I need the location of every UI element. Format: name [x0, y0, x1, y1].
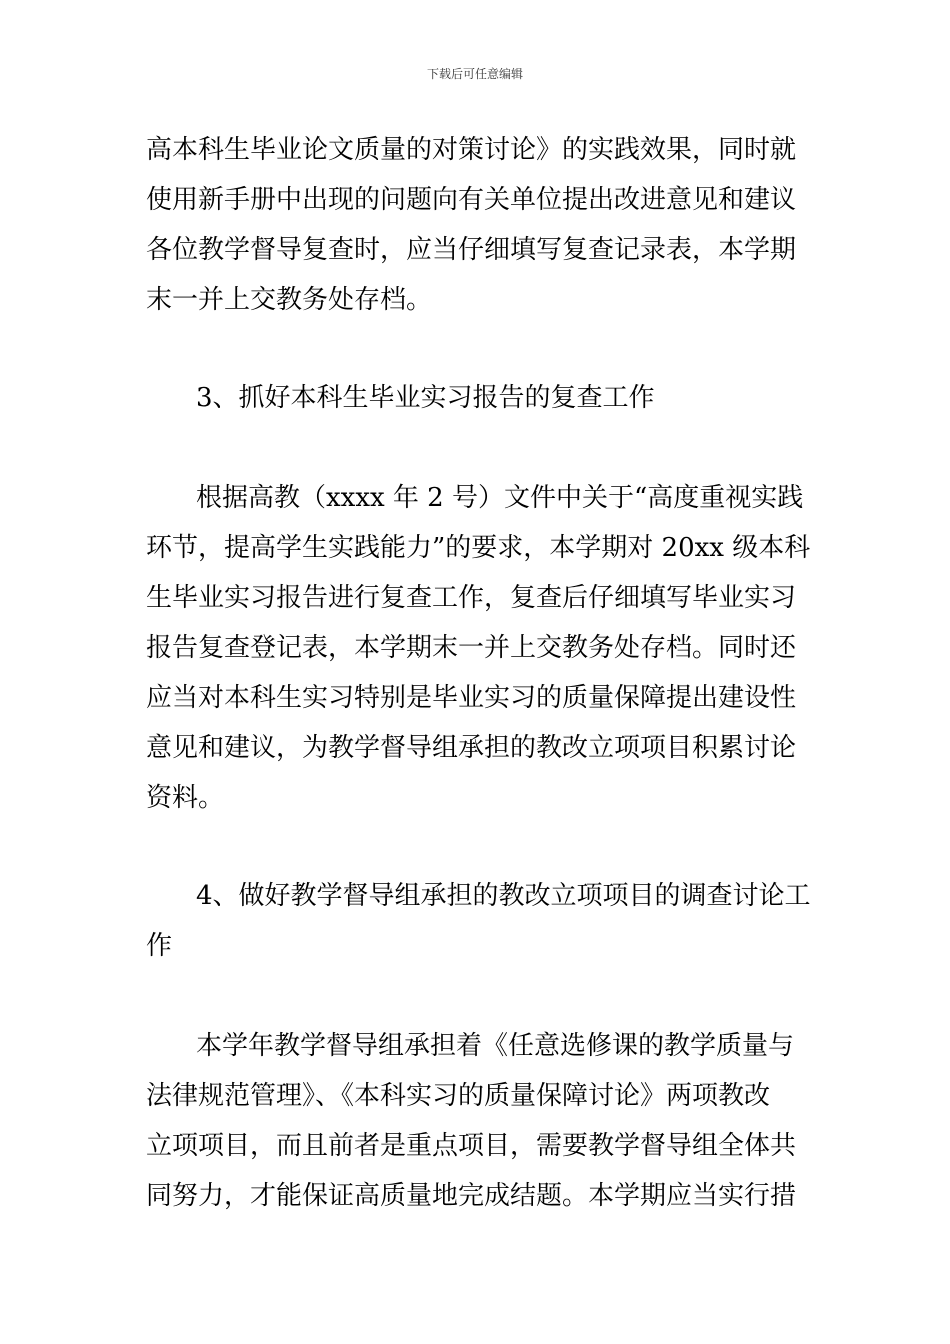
section-heading-3: 3、抓好本科生毕业实习报告的复查工作	[196, 383, 655, 413]
body-text-line: 各位教学督导复查时，应当仔细填写复查记录表，本学期	[146, 235, 797, 265]
body-text-line: 同努力，才能保证高质量地完成结题。本学期应当实行措	[146, 1181, 797, 1211]
body-text-line: 报告复查登记表，本学期末一并上交教务处存档。同时还	[146, 633, 797, 663]
body-text-line: 生毕业实习报告进行复查工作，复查后仔细填写毕业实习	[146, 583, 797, 613]
body-text-line: 本学年教学督导组承担着《任意选修课的教学质量与	[196, 1031, 795, 1061]
body-text-line: 应当对本科生实习特别是毕业实习的质量保障提出建设性	[146, 683, 797, 713]
body-text-line: 意见和建议，为教学督导组承担的教改立项项目积累讨论	[146, 733, 797, 763]
section-heading-4-cont: 作	[146, 931, 173, 961]
page-header: 下载后可任意编辑	[426, 67, 523, 81]
body-text-line: 环节，提高学生实践能力”的要求，本学期对 20xx 级本科	[146, 533, 811, 563]
section-heading-4: 4、做好教学督导组承担的教改立项项目的调查讨论工	[196, 881, 811, 911]
body-text-line: 末一并上交教务处存档。	[146, 285, 433, 315]
body-text-line: 高本科生毕业论文质量的对策讨论》的实践效果，同时就	[146, 135, 797, 165]
body-text-line: 法律规范管理》、《本科实习的质量保障讨论》两项教改	[146, 1081, 771, 1111]
body-text-line: 资料。	[146, 783, 225, 813]
body-text-line: 使用新手册中出现的问题向有关单位提出改进意见和建议	[146, 185, 797, 215]
body-text-line: 立项项目，而且前者是重点项目，需要教学督导组全体共	[146, 1131, 797, 1161]
body-text-line: 根据高教（xxxx 年 2 号）文件中关于“高度重视实践	[196, 483, 804, 513]
